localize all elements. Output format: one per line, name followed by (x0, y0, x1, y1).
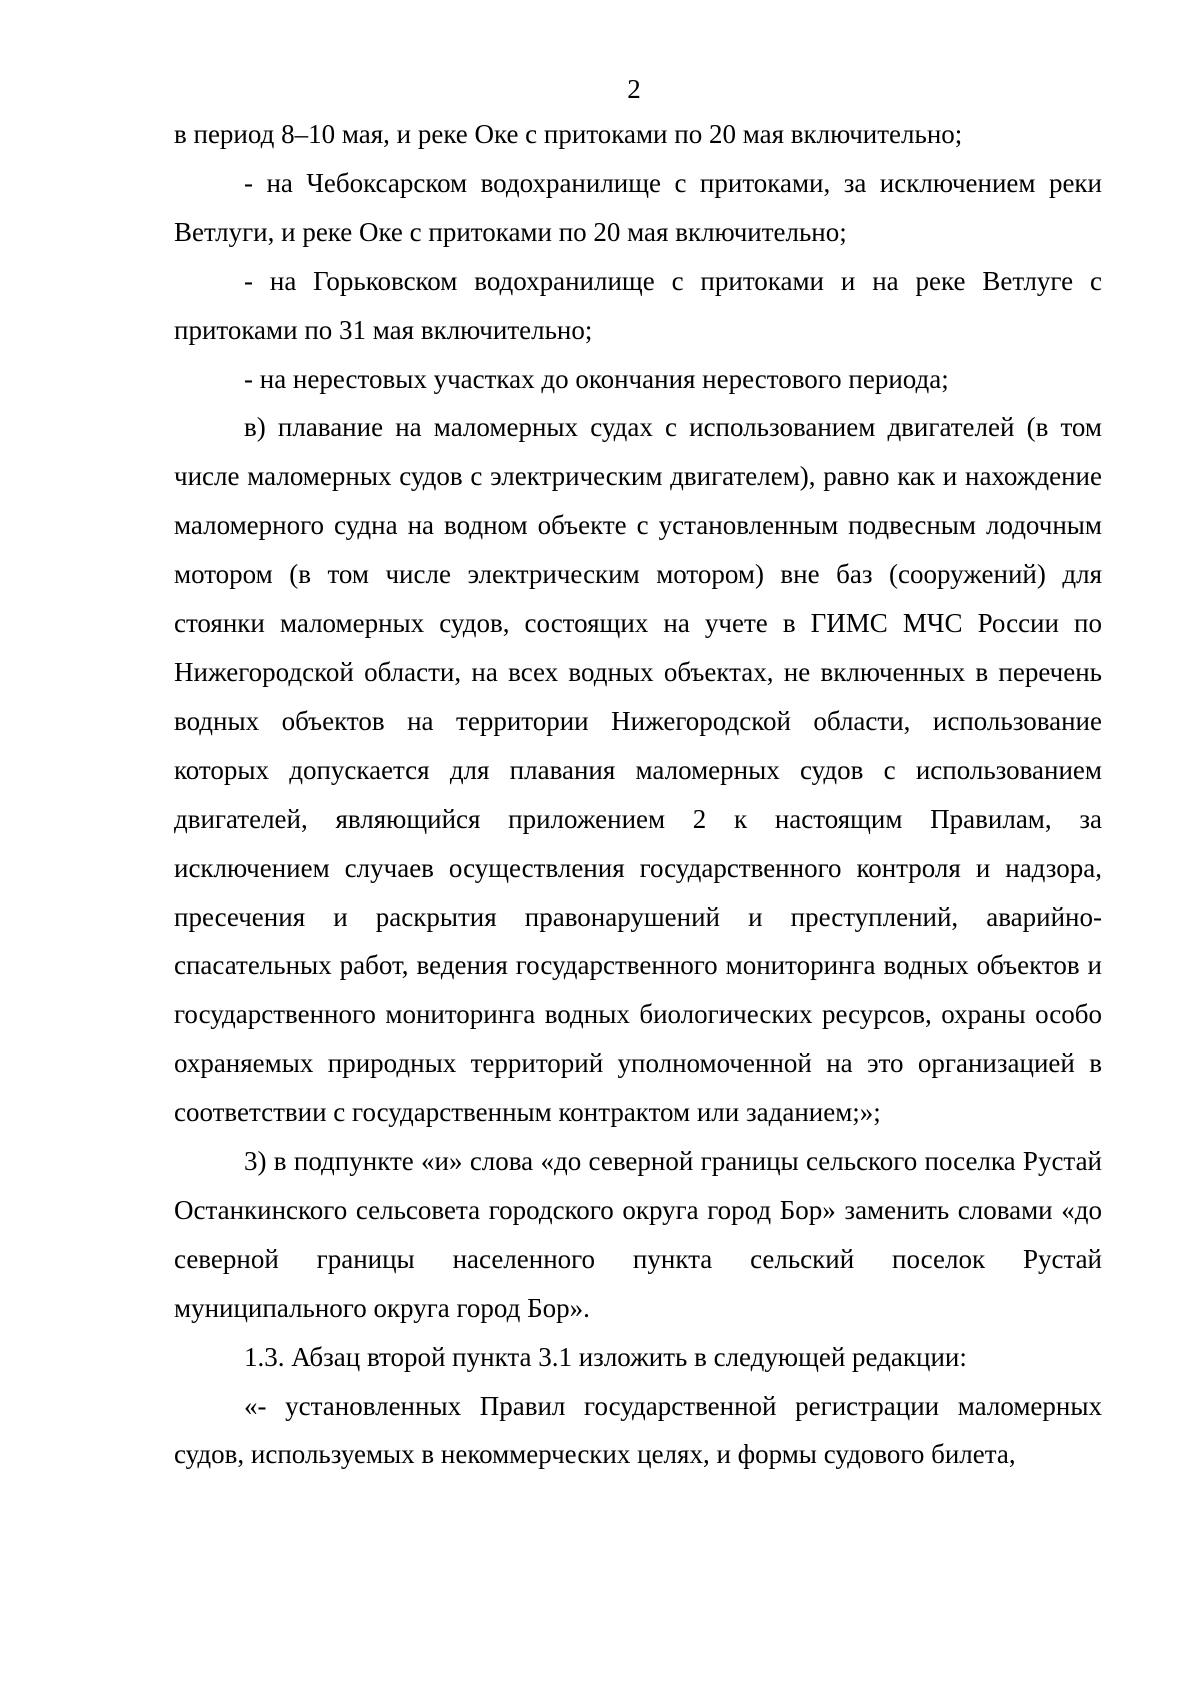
paragraph-section-1-3: 1.3. Абзац второй пункта 3.1 изложить в следующей редакции: (244, 1341, 967, 1372)
paragraph-item-3-subclause-i: 3) в подпункте «и» слова «до северной границы сельского поселка Рустай Останкинского сельсовета городского округа город Бор» заменить словами «до северной границы населенного пункта сельский поселок Рустай муниципального округа город Бор». (174, 1146, 1102, 1323)
paragraph-item-v-small-vessels: в) плавание на маломерных судах с использованием двигателей (в том числе маломерных судов с электрическим двигателем), равно как и нахождение маломерного судна на водном объекте с установленным подвесным лодочным мотором (в том числе электрическим мотором) вне баз (сооружений) для стоянки маломерных судов, состоящих на учете в ГИМС МЧС России по Нижегородской области, на всех водных объектах, не включенных в перечень водных объектов на территории Нижегородской области, использование которых допускается для плавания маломерных судов с использованием двигателей, являющийся приложением 2 к настоящим Правилам, за исключением случаев осуществления государственного контроля и надзора, пресечения и раскрытия правонарушений и преступлений, аварийно-спасательных работ, ведения государственного мониторинга водных объектов и государственного мониторинга водных биологических ресурсов, охраны особо охраняемых природных территорий уполномоченной на это организацией в соответствии с государственным контрактом или заданием;»; (174, 412, 1102, 1128)
paragraph-spawning-areas: - на нерестовых участках до окончания нерестового периода; (244, 363, 949, 394)
paragraph-cheboksary-reservoir: - на Чебоксарском водохранилище с притоками, за исключением реки Ветлуги, и реке Оке с притоками по 20 мая включительно; (174, 167, 1102, 247)
page-number: 2 (627, 74, 641, 104)
paragraph-gorky-reservoir: - на Горьковском водохранилище с притоками и на реке Ветлуге с притоками по 31 мая включительно; (174, 265, 1102, 345)
document-body (174, 110, 1102, 1479)
paragraph-period-continuation: в период 8–10 мая, и реке Оке с притоками по 20 мая включительно; (174, 119, 963, 149)
paragraph-registration-rules: «- установленных Правил государственной регистрации маломерных судов, используемых в некоммерческих целях, и формы судового билета, (174, 1390, 1102, 1470)
